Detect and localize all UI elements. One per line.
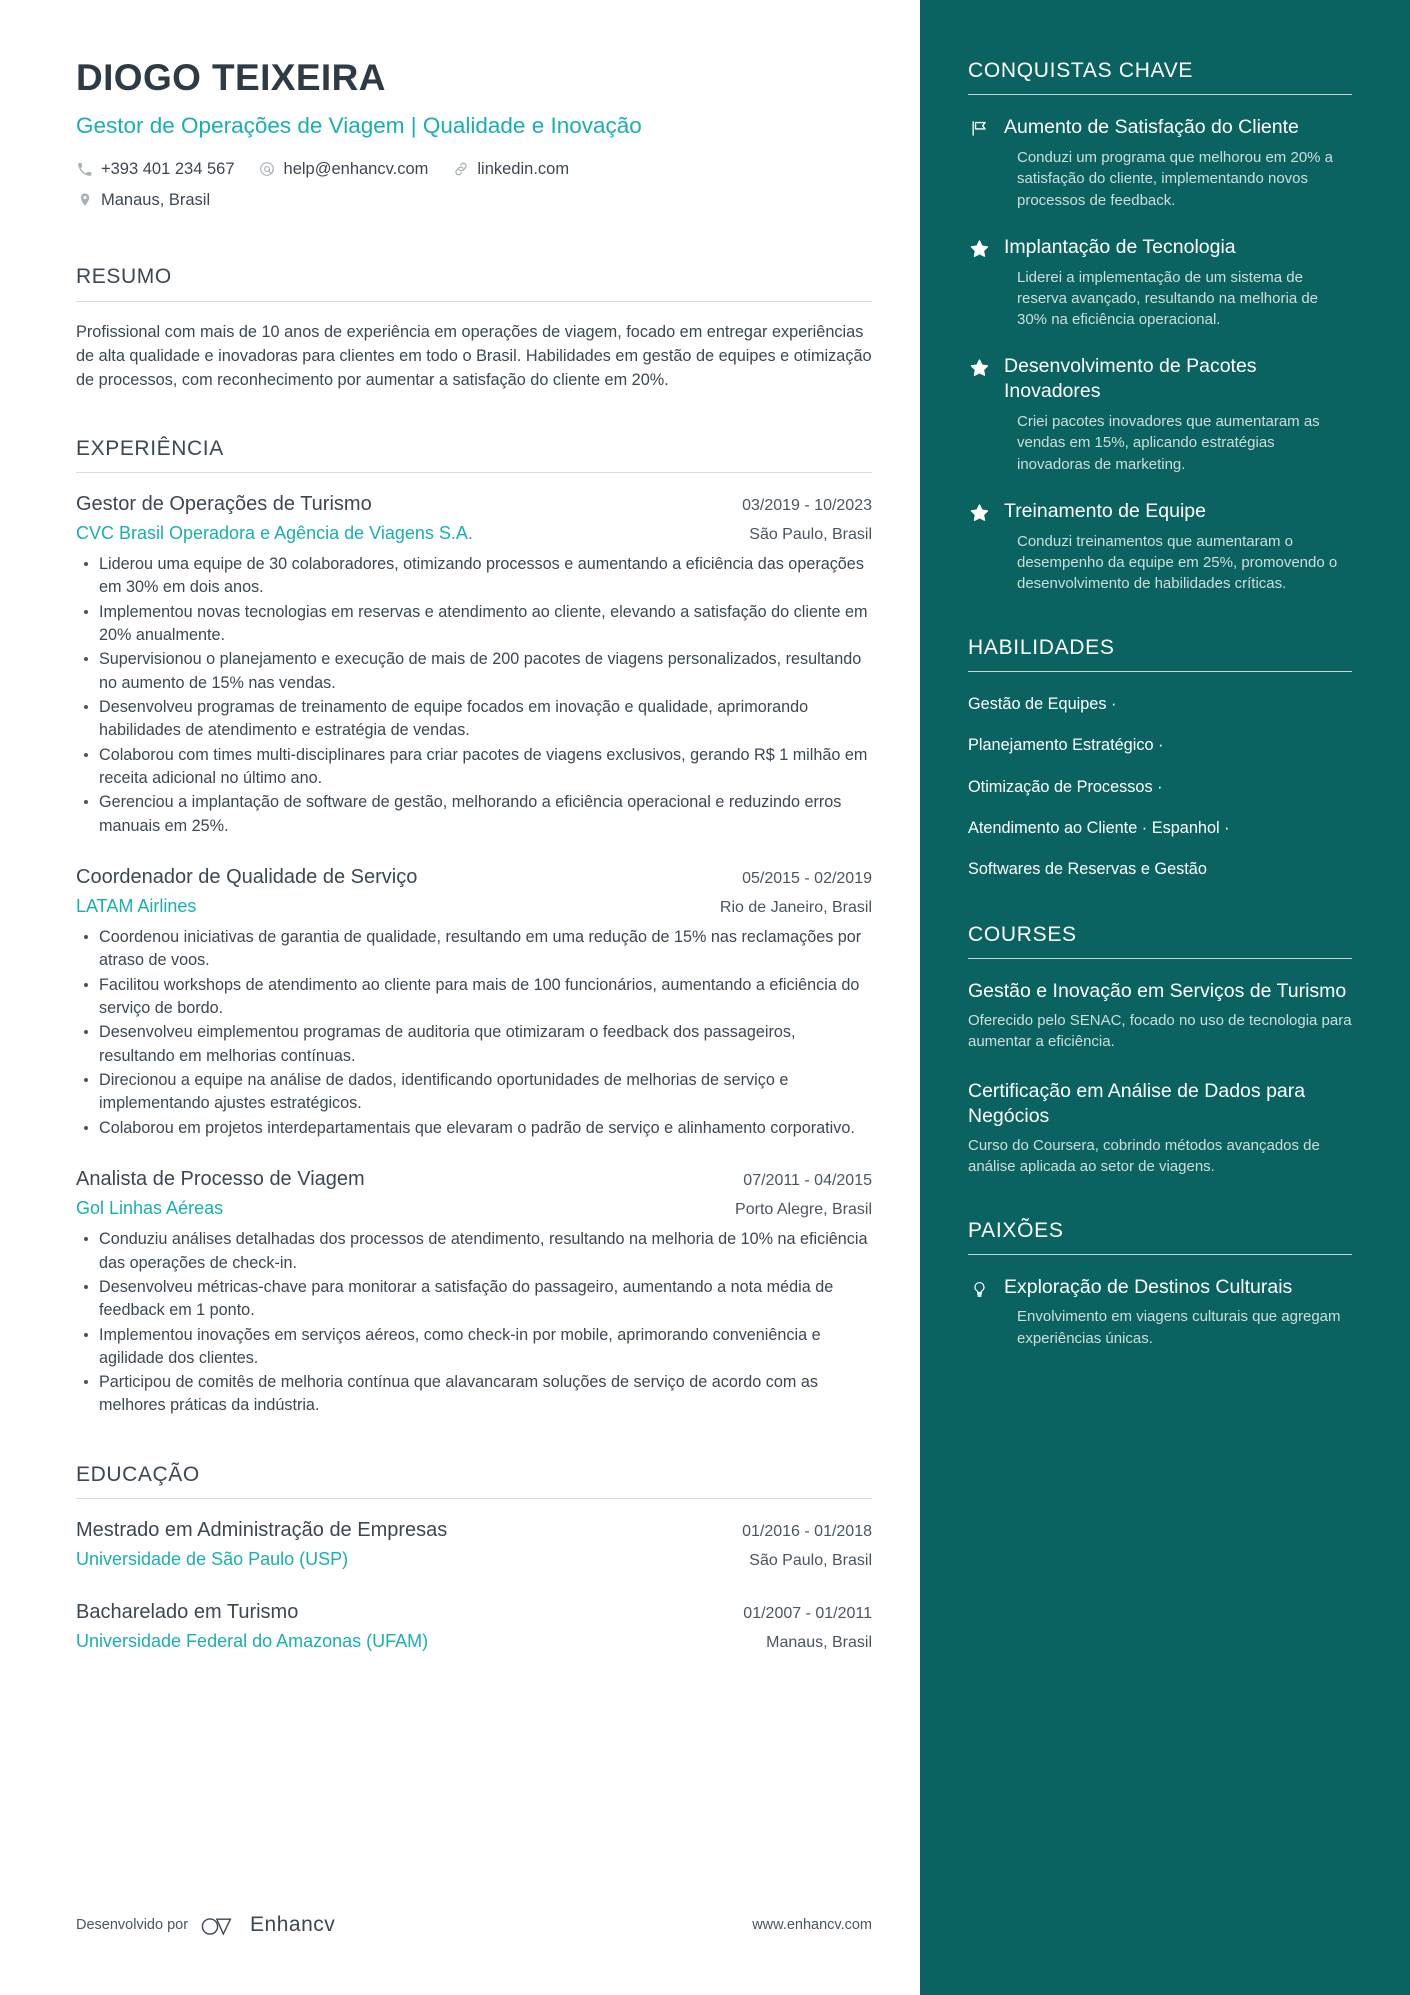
experience-entry <box>76 1166 872 1418</box>
page-footer <box>76 1913 872 1937</box>
contact-phone[interactable] <box>76 157 235 182</box>
achievement-description: Liderei a implementação de um sistema de reserva avançado, resultando na melhoria de 30% na eficiência operacional. <box>1017 268 1319 329</box>
header-headline: Gestor de Operações de Viagem | Qualidade e Inovação <box>76 112 642 138</box>
experience-bullet: Desenvolveu eimplementou programas de auditoria que otimizaram o feedback dos passageiros, resultando em melhorias contínuas. <box>98 1021 872 1068</box>
education-degree: Mestrado em Administração de Empresas <box>76 1519 448 1541</box>
education-entry-subheader <box>76 1628 872 1654</box>
achievement-title: Implantação de Tecnologia <box>1004 235 1236 258</box>
section-title-courses: COURSES <box>968 922 1077 946</box>
section-skills <box>968 635 1352 882</box>
achievement-title: Aumento de Satisfação do Cliente <box>1004 116 1299 139</box>
passions-list <box>968 1275 1352 1349</box>
achievement-item <box>968 115 1352 211</box>
experience-location: São Paulo, Brasil <box>749 526 872 544</box>
section-courses <box>968 922 1352 1178</box>
star-icon <box>968 235 990 331</box>
experience-dates: 07/2011 - 04/2015 <box>743 1172 872 1190</box>
section-title-skills: HABILIDADES <box>968 635 1115 659</box>
achievement-body <box>1004 499 1352 595</box>
experience-location: Porto Alegre, Brasil <box>735 1201 872 1219</box>
brand-block <box>76 1913 335 1937</box>
experience-dates: 05/2015 - 02/2019 <box>742 870 872 888</box>
section-title-summary: RESUMO <box>76 265 172 289</box>
experience-bullet: Colaborou com times multi-disciplinares para criar pacotes de viagens exclusivos, gerando R$ 1 milhão em receita adicional no último ano. <box>98 744 872 791</box>
section-education <box>76 1462 872 1654</box>
courses-list <box>968 979 1352 1177</box>
achievement-description: Conduzi um programa que melhorou em 20% a satisfação do cliente, implementando novos processos de feedback. <box>1017 148 1334 209</box>
experience-location: Rio de Janeiro, Brasil <box>719 899 872 917</box>
education-entry-subheader <box>76 1546 872 1572</box>
contact-phone-text: +393 401 234 567 <box>101 159 235 178</box>
summary-text: Profissional com mais de 10 anos de experiência em operações de viagem, focado em entregar experiências de alta qualidade e inovadoras para clientes em todo o Brasil. Habilidades em gestão de equipes e otimização de processos, com reconhecimento por aumentar a satisfação do cliente em 20%. <box>76 322 872 389</box>
achievement-item <box>968 354 1352 474</box>
star-icon <box>968 499 990 595</box>
experience-bullet-list <box>76 1228 872 1418</box>
skill-line: Atendimento ao Cliente · Espanhol · <box>968 819 1230 837</box>
experience-bullet: Desenvolveu métricas-chave para monitorar a satisfação do passageiro, aumentando a nota média de feedback em 1 ponto. <box>98 1276 872 1323</box>
experience-entry-subheader <box>76 520 872 546</box>
experience-bullet: Direcionou a equipe na análise de dados, identificando oportunidades de melhorias de serviço e implementando ajustes estratégicos. <box>98 1069 872 1116</box>
experience-entry-header <box>76 864 872 891</box>
achievements-list <box>968 115 1352 594</box>
star-icon <box>968 354 990 474</box>
skill-line: Otimização de Processos · <box>968 777 1163 796</box>
course-title: Gestão e Inovação em Serviços de Turismo <box>968 980 1347 1003</box>
experience-bullet: Supervisionou o planejamento e execução de mais de 200 pacotes de viagens personalizados, resultando no aumento de 15% nas vendas. <box>98 648 872 695</box>
experience-role: Coordenador de Qualidade de Serviço <box>76 866 418 889</box>
education-location: Manaus, Brasil <box>766 1634 872 1652</box>
contact-location-text: Manaus, Brasil <box>101 190 211 209</box>
sidebar <box>920 0 1410 1995</box>
education-entry-header <box>76 1517 872 1544</box>
experience-entry-header <box>76 1166 872 1193</box>
experience-bullet-list <box>76 926 872 1140</box>
achievement-description: Criei pacotes inovadores que aumentaram as vendas em 15%, aplicando estratégias inovadoras de marketing. <box>1017 412 1320 473</box>
experience-entry <box>76 864 872 1140</box>
education-entry <box>76 1517 872 1572</box>
skill-line: Softwares de Reservas e Gestão <box>968 860 1207 879</box>
section-passions <box>968 1218 1352 1350</box>
experience-bullet: Colaborou em projetos interdepartamentais que elevaram o padrão de serviço e alinhamento corporativo. <box>98 1117 872 1140</box>
experience-list <box>76 473 872 1418</box>
experience-entry-header <box>76 491 872 518</box>
footer-url[interactable]: www.enhancv.com <box>752 1917 872 1933</box>
divider <box>968 1254 1352 1255</box>
divider <box>968 671 1352 672</box>
passion-item <box>968 1275 1352 1349</box>
passion-title: Exploração de Destinos Culturais <box>1004 1275 1293 1298</box>
experience-bullet: Facilitou workshops de atendimento ao cliente para mais de 100 funcionários, aumentando a eficiência do serviço de bordo. <box>98 974 872 1021</box>
achievement-body <box>1004 115 1352 211</box>
education-list <box>76 1499 872 1654</box>
contact-row-primary <box>76 157 872 182</box>
enhancv-logo <box>199 1913 335 1937</box>
section-title-experience: EXPERIÊNCIA <box>76 436 224 460</box>
education-entry <box>76 1599 872 1654</box>
course-description: Curso do Coursera, cobrindo métodos avançados de análise aplicada ao setor de viagens. <box>968 1136 1320 1176</box>
experience-bullet: Gerenciou a implantação de software de gestão, melhorando a eficiência operacional e reduzindo erros manuais em 25%. <box>98 791 872 838</box>
experience-bullet: Conduziu análises detalhadas dos processos de atendimento, resultando na melhoria de 10% na eficiência das operações de check-in. <box>98 1228 872 1275</box>
achievement-item <box>968 235 1352 331</box>
education-entry-header <box>76 1599 872 1626</box>
divider <box>968 94 1352 95</box>
skill-line: Gestão de Equipes · <box>968 694 1117 713</box>
achievement-title: Desenvolvimento de Pacotes Inovadores <box>1004 355 1257 403</box>
skill-line: Planejamento Estratégico · <box>968 736 1164 755</box>
divider <box>968 958 1352 959</box>
developed-by-label: Desenvolvido por <box>76 1917 189 1933</box>
link-icon <box>452 161 469 178</box>
education-school[interactable]: Universidade de São Paulo (USP) <box>76 1549 349 1569</box>
experience-entry-subheader <box>76 893 872 919</box>
experience-bullet: Implementou inovações em serviços aéreos, como check-in por mobile, aprimorando conveniência e agilidade dos clientes. <box>98 1324 872 1371</box>
contact-link[interactable] <box>452 157 569 182</box>
education-location: São Paulo, Brasil <box>749 1552 872 1569</box>
course-description: Oferecido pelo SENAC, focado no uso de tecnologia para aumentar a eficiência. <box>968 1011 1352 1051</box>
passion-body <box>1004 1275 1352 1349</box>
experience-bullet: Implementou novas tecnologias em reservas e atendimento ao cliente, elevando a satisfação do cliente em 20% anualmente. <box>98 601 872 648</box>
passion-description: Envolvimento em viagens culturais que agregam experiências únicas. <box>1017 1308 1341 1347</box>
page-title: DIOGO TEIXEIRA <box>76 57 386 98</box>
location-pin-icon <box>76 191 93 208</box>
experience-entry <box>76 491 872 838</box>
section-experience <box>76 436 872 1418</box>
phone-icon <box>76 161 93 178</box>
experience-bullet: Participou de comitês de melhoria contínua que alavancaram soluções de serviço de acordo com as melhores práticas da indústria. <box>98 1371 872 1418</box>
section-title-education: EDUCAÇÃO <box>76 1462 200 1486</box>
section-title-achievements: CONQUISTAS CHAVE <box>968 59 1194 82</box>
experience-bullet-list <box>76 553 872 838</box>
experience-entry-subheader <box>76 1195 872 1221</box>
contact-email[interactable] <box>259 157 429 182</box>
achievement-body <box>1004 235 1352 331</box>
lightbulb-icon <box>968 1275 990 1349</box>
experience-bullet: Coordenou iniciativas de garantia de qualidade, resultando em uma redução de 15% nas reclamações por atraso de voos. <box>98 926 872 973</box>
experience-dates: 03/2019 - 10/2023 <box>742 497 872 515</box>
course-item <box>968 979 1352 1052</box>
brand-name: Enhancv <box>250 1913 336 1936</box>
achievement-title: Treinamento de Equipe <box>1004 499 1206 522</box>
contact-row-location <box>76 188 872 213</box>
course-item <box>968 1079 1352 1177</box>
experience-company[interactable]: Gol Linhas Aéreas <box>76 1198 224 1219</box>
contact-email-text: help@enhancv.com <box>283 159 429 178</box>
resume-header <box>76 58 872 212</box>
education-dates: 01/2016 - 01/2018 <box>742 1523 872 1540</box>
section-achievements <box>968 58 1352 595</box>
education-degree: Bacharelado em Turismo <box>76 1601 299 1624</box>
achievement-item <box>968 499 1352 595</box>
flag-icon <box>968 115 990 211</box>
experience-company[interactable]: CVC Brasil Operadora e Agência de Viagens S.A. <box>76 523 473 544</box>
experience-role: Gestor de Operações de Turismo <box>76 493 372 516</box>
course-title: Certificação em Análise de Dados para Negócios <box>968 1080 1306 1128</box>
email-icon <box>259 161 276 178</box>
experience-company[interactable]: LATAM Airlines <box>76 896 197 917</box>
achievement-body <box>1004 354 1352 474</box>
experience-role: Analista de Processo de Viagem <box>76 1168 365 1191</box>
education-school[interactable]: Universidade Federal do Amazonas (UFAM) <box>76 1631 429 1652</box>
experience-bullet: Liderou uma equipe de 30 colaboradores, otimizando processos e aumentando a eficiência das operações em 30% em dois anos. <box>98 553 872 600</box>
contact-link-text: linkedin.com <box>477 159 570 178</box>
skills-list <box>968 692 1352 882</box>
section-title-passions: PAIXÕES <box>968 1218 1064 1242</box>
achievement-description: Conduzi treinamentos que aumentaram o desempenho da equipe em 25%, promovendo o desenvolvimento de habilidades críticas. <box>1017 532 1338 593</box>
education-dates: 01/2007 - 01/2011 <box>743 1605 872 1623</box>
experience-bullet: Desenvolveu programas de treinamento de equipe focados em inovação e qualidade, aprimorando habilidades de atendimento e estratégia de vendas. <box>98 696 872 743</box>
contact-location <box>76 188 210 213</box>
section-summary <box>76 264 872 392</box>
